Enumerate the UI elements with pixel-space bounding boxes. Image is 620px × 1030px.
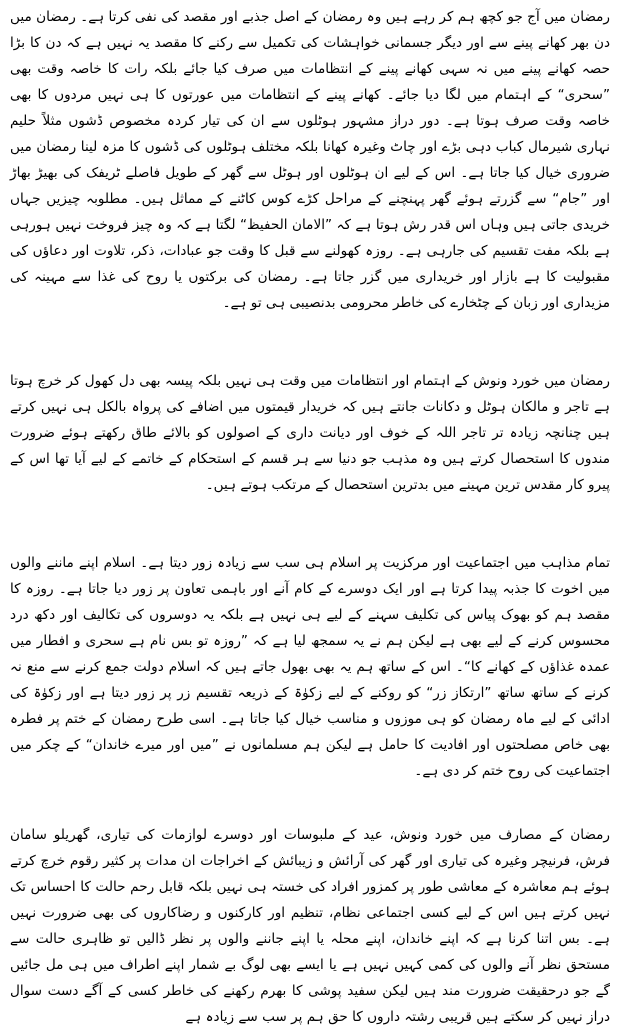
paragraph-2: رمضان میں خورد ونوش کے اہتمام اور انتظامات میں وقت ہی نہیں بلکہ پیسہ بھی دل کھول کر خرچ ہوتا ہے تاجر و مالکان ہوٹل و دکانات جانتے ہیں کہ خریدار قیمتوں میں اضافے کی پرواہ بالکل ہی نہیں کرتے ہیں چنانچہ زیادہ تر تاجر اللہ کے خوف اور دیانت داری کے اصولوں کو بالائے طاق رکھتے ہوئے ضرورت مندوں کا استحصال کرتے ہیں وہ مذہب جو دنیا سے ہر قسم کے استحکام کے خاتمے کے لیے آیا تھا اس کے پیرو کار مقدس ترین مہینے میں بدترین استحصال کے مرتکب ہوتے ہیں۔ [10,373,610,493]
paragraph-spacer [10,498,610,550]
paragraph-4: رمضان کے مصارف میں خورد ونوش، عید کے ملبوسات اور دوسرے لوازمات کی تیاری، گھریلو سامان فرش، فرنیچر وغیرہ کی تیاری اور گھر کی آرائش و زیبائش کے اخراجات ان مدات پر کثیر رقوم خرچ کرتے ہوئے ہم معاشرہ کے معاشی طور پر کمزور افراد کی خستہ ہی نہیں بلکہ قابل رحم حالت کا احساس تک نہیں کرتے ہیں اس کے لیے کسی اجتماعی نظام، تنظیم اور کارکنوں و رضاکاروں کی بھی ضرورت نہیں ہے۔ بس اتنا کرنا ہے کہ اپنے خاندان، اپنے محلہ یا اپنے جاننے والوں پر نظر ڈالیں تو ظاہری حالت سے مستحق نظر آنے والوں کی کمی کہیں نہیں ہے یا ایسے بھی لوگ بے شمار اپنے اطراف میں ہی مل جائیں گے جو درحقیقت ضرورت مند ہیں لیکن سفید پوشی کا بھرم رکھنے کی خاطر کسی کے آگے دست سوال دراز نہیں کر سکتے ہیں قریبی رشتہ داروں کا حق ہم پر سب سے زیادہ ہے [10,827,610,1025]
paragraph-3: تمام مذاہب میں اجتماعیت اور مرکزیت پر اسلام ہی سب سے زیادہ زور دیتا ہے۔ اسلام اپنے ماننے والوں میں اخوت کا جذبہ پیدا کرتا ہے اور ایک دوسرے کے کام آنے اور باہمی تعاون پر زور دیا جاتا ہے۔ روزہ کا مقصد ہم کو بھوک پیاس کی تکلیف سہنے کے لیے ہی نہیں ہے بلکہ یہ دوسروں کی تکالیف اور دکھ درد محسوس کرنے کے لیے بھی ہے لیکن ہم نے یہ سمجھ لیا ہے کہ ”روزہ تو بس نام ہے سحری و افطار میں عمدہ غذاؤں کے کھانے کا“۔ اس کے ساتھ ہم یہ بھی بھول جاتے ہیں کہ اسلام دولت جمع کرنے سے منع نہ کرنے کے ساتھ ساتھ ”ارتکاز زر“ کو روکنے کے لیے زکوٰۃ کے ذریعہ تقسیم زر پر زور دیتا ہے اور زکوٰۃ کی ادائی کے لیے ماہ رمضان کو ہی موزوں و مناسب خیال کیا جاتا ہے۔ اسی طرح رمضان کے ختم پر فطرہ بھی خاص مصلحتوں اور افادیت کا حامل ہے لیکن ہم مسلمانوں نے ”میں اور میرے خاندان“ کے چکر میں اجتماعیت کی روح ختم کر دی ہے۔ [10,555,610,779]
paragraph-1: رمضان میں آج جو کچھ ہم کر رہے ہیں وہ رمضان کے اصل جذبے اور مقصد کی نفی کرتا ہے۔ رمضان میں دن بھر کھانے پینے سے اور دیگر جسمانی خواہشات کی تکمیل سے رکنے کا مقصد یہ نہیں ہے کہ دن کا بڑا حصہ کھانے پینے میں نہ سہی کھانے پینے کے انتظامات میں صرف کیا جائے بلکہ رات کا خاصہ وقت بھی ”سحری“ کے اہتمام میں لگا دیا جائے۔ کھانے پینے کے انتظامات میں عورتوں کا ہی نہیں مردوں کا بھی خاصہ وقت صرف ہوتا ہے۔ دور دراز مشہور ہوٹلوں سے ان کی تیار کردہ مخصوص ڈشوں مثلاً حلیم نہاری شیرمال کباب دہی بڑے اور چاٹ وغیرہ کھانا بلکہ مختلف ہوٹلوں کی ڈشوں کا مزہ لینا رمضان میں ضروری خیال کیا جاتا ہے۔ اس کے لیے ان ہوٹلوں اور ہوٹل سے گھر کے طویل فاصلے ٹریفک کی بھیڑ بھاڑ اور ”جام“ سے گزرتے ہوئے گھر پہنچنے کے مراحل کڑے کوس کاٹنے کے مماثل ہیں۔ مطلوبہ چیزیں جہاں خریدی جاتی ہیں وہاں اس قدر رش ہوتا ہے کہ ”الامان الحفیظ“ لگتا ہے کہ وہ چیز فروخت نہیں ہورہی ہے بلکہ مفت تقسیم کی جارہی ہے۔ روزہ کھولنے سے قبل کا وقت جو عبادات، ذکر، تلاوت اور دعاؤں کی مقبولیت کا ہے بازار اور خریداری میں گزر جاتا ہے۔ رمضان کی برکتوں یا روح کی غذا سے مہینہ کی مزیداری اور زبان کے چٹخارے کی خاطر محرومی بدنصیبی ہی تو ہے۔ [10,9,610,311]
paragraph-spacer [10,316,610,368]
paragraph-spacer [10,784,610,822]
